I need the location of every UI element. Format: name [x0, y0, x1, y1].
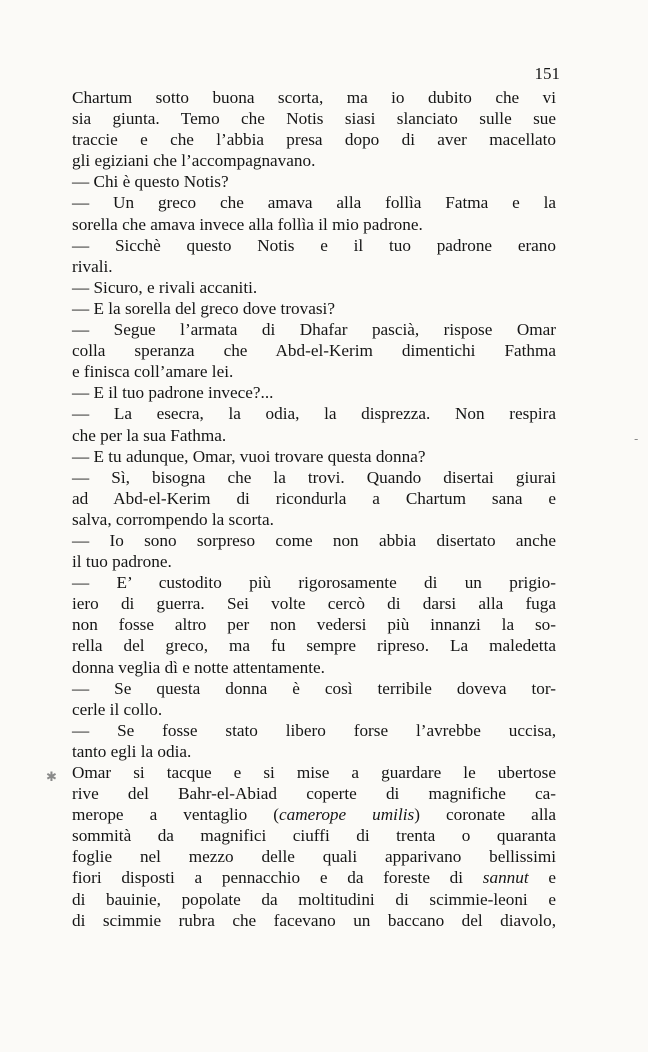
text-line: non fosse altro per non vedersi più innanzi la so-	[72, 615, 556, 635]
page-number: 151	[534, 64, 560, 83]
margin-mark: -	[634, 432, 639, 446]
text-line: sia giunta. Temo che Notis siasi slanciato sulle sue	[72, 109, 556, 129]
text-line: — E’ custodito più rigorosamente di un prigio-	[72, 573, 556, 593]
text-line: Chartum sotto buona scorta, ma io dubito che vi	[72, 88, 556, 107]
text-line: Omar si tacque e si mise a guardare le ubertose	[72, 763, 556, 782]
text-line: — Sicuro, e rivali accaniti.	[72, 277, 258, 297]
ink-blot-icon: ✱	[46, 770, 57, 785]
text-line: foglie nel mezzo delle quali apparivano bellissimi	[72, 847, 556, 867]
text-line: — La esecra, la odia, la disprezza. Non respira	[72, 404, 556, 424]
text-line: rella del greco, ma fu sempre ripreso. La maledetta	[72, 636, 556, 656]
text-line: — Sì, bisogna che la trovi. Quando disertai giurai	[72, 467, 556, 487]
text-line: — Io sono sorpreso come non abbia disertato anche	[72, 530, 556, 550]
text-line: — Chi è questo Notis?	[72, 172, 229, 192]
text-line: — Se questa donna è così terribile doveva tor-	[72, 678, 556, 698]
text-line: — E tu adunque, Omar, vuoi trovare questa donna?	[72, 446, 426, 466]
text-line: — Segue l’armata di Dhafar pascià, rispose Omar	[72, 320, 556, 340]
text-line: fiori disposti a pennacchio e da foreste di sannut e	[72, 868, 556, 888]
text-line: rivali.	[72, 256, 113, 276]
text-line: — E la sorella del greco dove trovasi?	[72, 298, 335, 318]
text-line: — Se fosse stato libero forse l’avrebbe uccisa,	[72, 720, 556, 740]
text-line: iero di guerra. Sei volte cercò di darsi alla fuga	[72, 594, 556, 614]
text-line: traccie e che l’abbia presa dopo di aver macellato	[72, 130, 556, 150]
text-line: di bauinie, popolate da moltitudini di scimmie-leoni e	[72, 889, 556, 909]
text-line: sommità da magnifici ciuffi di trenta o quaranta	[72, 826, 556, 846]
text-line: tanto egli la odia.	[72, 741, 192, 761]
text-line: di scimmie rubra che facevano un baccano del diavolo,	[72, 910, 556, 930]
text-line: — Sicchè questo Notis e il tuo padrone erano	[72, 235, 556, 255]
text-line: e finisca coll’amare lei.	[72, 362, 234, 382]
text-line: merope a ventaglio (camerope umilis) coronate alla	[72, 805, 556, 825]
text-line: il tuo padrone.	[72, 552, 172, 572]
text-line: — Un greco che amava alla follìa Fatma e la	[72, 193, 556, 213]
text-line: che per la sua Fathma.	[72, 425, 227, 445]
text-line: salva, corrompendo la scorta.	[72, 509, 274, 529]
text-line: sorella che amava invece alla follìa il mio padrone.	[72, 214, 423, 234]
text-line: ad Abd-el-Kerim di ricondurla a Chartum sana e	[72, 488, 556, 508]
body-text	[72, 87, 556, 931]
text-line: colla speranza che Abd-el-Kerim dimentichi Fathma	[72, 341, 556, 361]
text-line: — E il tuo padrone invece?...	[72, 383, 274, 403]
text-line: rive del Bahr-el-Abiad coperte di magnifiche ca-	[72, 784, 556, 804]
text-line: donna veglia dì e notte attentamente.	[72, 657, 325, 677]
text-line: gli egiziani che l’accompagnavano.	[72, 151, 316, 171]
text-line: cerle il collo.	[72, 699, 163, 719]
